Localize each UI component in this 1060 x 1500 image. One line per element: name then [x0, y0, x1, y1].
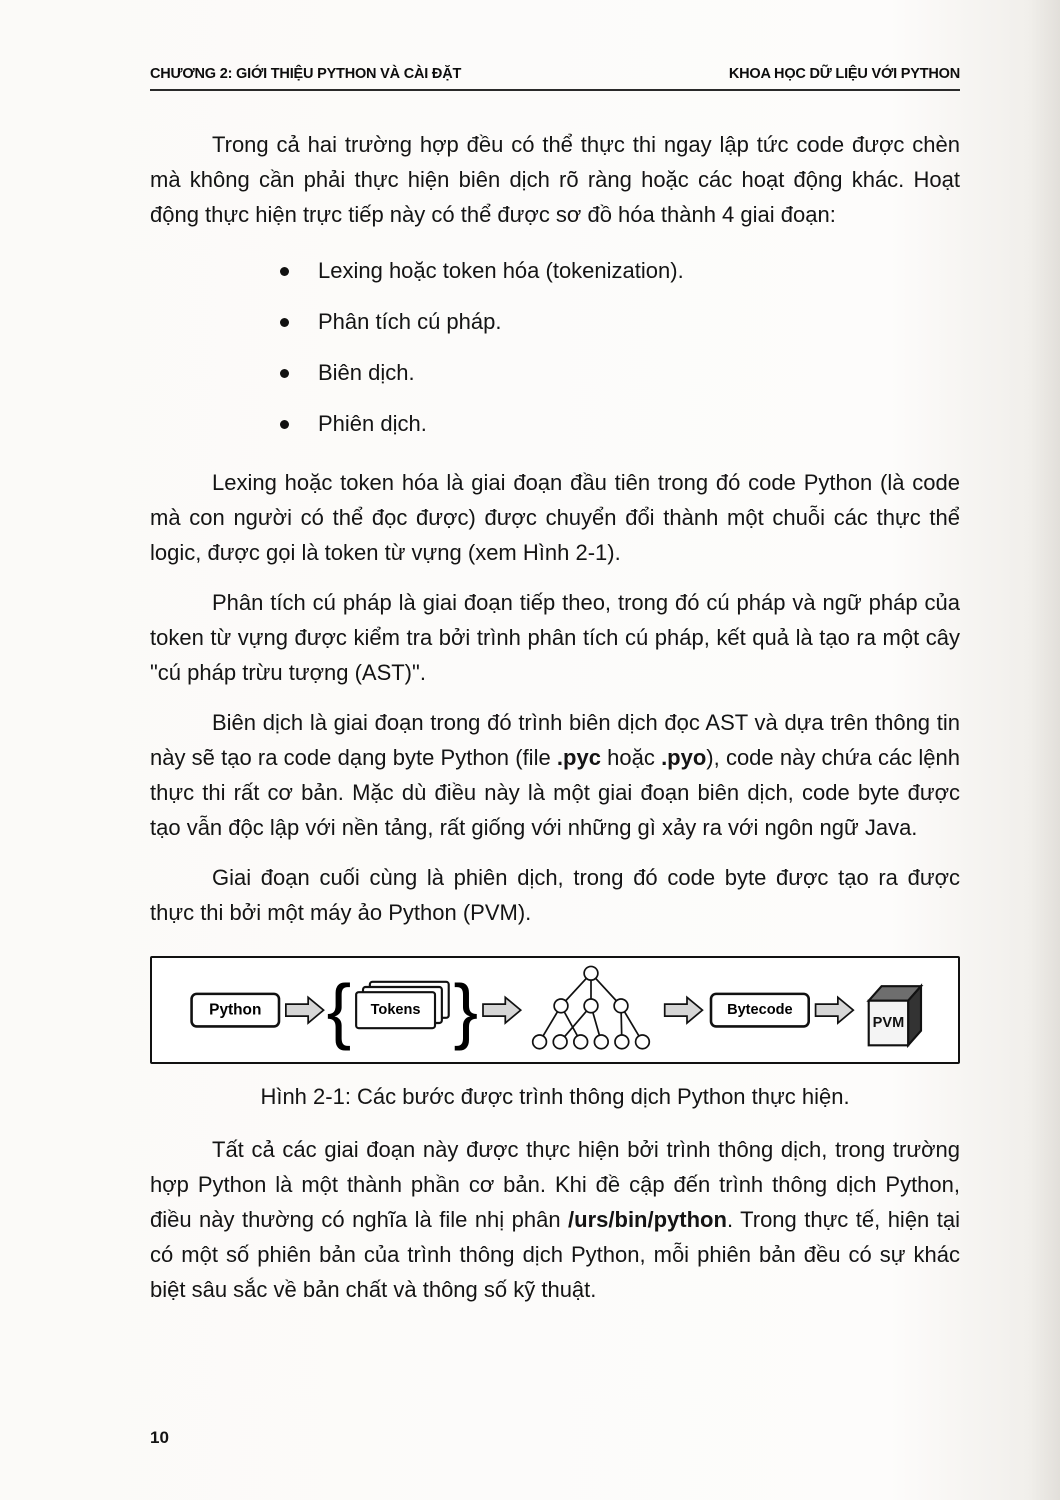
paragraph-interpreting: Giai đoạn cuối cùng là phiên dịch, trong đó code byte được tạo ra được thực thi bởi một máy ảo Python (PVM). [150, 865, 960, 925]
python-binary-path: /urs/bin/python [568, 1207, 727, 1232]
list-item [278, 305, 960, 339]
paragraph-lexing: Lexing hoặc token hóa là giai đoạn đầu tiên trong đó code Python (là code mà con người có thể đọc được) được chuyển đổi thành một chuỗi các thực thể logic, được gọi là token từ vựng (xem Hình 2-1). [150, 470, 960, 565]
bytecode-node [711, 994, 809, 1027]
list-item-label: Lexing hoặc token hóa (tokenization). [318, 258, 684, 283]
page-number: 10 [150, 1428, 169, 1447]
list-item [278, 407, 960, 441]
paragraph-interpreter [150, 1132, 960, 1307]
paragraph-parsing: Phân tích cú pháp là giai đoạn tiếp theo, trong đó cú pháp và ngữ pháp của token từ vựng được kiểm tra bởi trình phân tích cú pháp, kết quả là tạo ra một cây "cú pháp trừu tượng (AST)". [150, 590, 960, 685]
bullet-icon [280, 267, 289, 276]
stage-list [278, 254, 960, 441]
pvm-label: PVM [872, 1015, 905, 1031]
brace-close-glyph: } [453, 968, 479, 1052]
pvm-node [869, 986, 921, 1045]
paragraph-compiling-text: ), code này chứa các lệnh thực thi rất cơ bản. Mặc dù điều này là một giai đoạn biên dịch, code byte được tạo vẫn độc lập với nền tảng, rất giống với những gì xảy ra với ngôn ngữ Java. [150, 745, 960, 840]
list-item-label: Phân tích cú pháp. [318, 309, 502, 334]
figure-caption: Hình 2-1: Các bước được trình thông dịch Python thực hiện. [260, 1084, 850, 1109]
bytecode-label: Bytecode [727, 1002, 793, 1019]
flow-arrow-icon [483, 997, 521, 1023]
pyo-filename: .pyo [661, 745, 707, 770]
paragraph-compiling-text: Biên dịch là giai đoạn trong đó trình biên dịch đọc AST và dựa trên thông tin này sẽ tạo ra code dạng byte Python (file [150, 710, 960, 770]
paragraph-interpreter-text: Tất cả các giai đoạn này được thực hiện bởi trình thông dịch, trong trường hợp Python là một thành phần cơ bản. Khi đề cập đến trình thông dịch Python, điều này thường có nghĩa là file nhị phân [150, 1137, 960, 1232]
tokens-node [327, 969, 478, 1052]
list-item [278, 254, 960, 288]
ast-tree-node [533, 966, 650, 1048]
flow-arrow-icon [665, 997, 703, 1023]
paragraph-compiling [150, 705, 960, 845]
python-label: Python [209, 1001, 262, 1019]
flow-arrow-icon [816, 997, 854, 1023]
python-source-node [192, 994, 279, 1027]
list-item-label: Phiên dịch. [318, 411, 427, 436]
brace-open-glyph: { [326, 968, 352, 1052]
flow-arrow-icon [286, 997, 324, 1023]
paragraph-compiling-text: hoặc [600, 745, 662, 770]
tokens-label: Tokens [370, 1002, 421, 1019]
interpreter-pipeline-diagram [160, 963, 950, 1059]
bullet-icon [280, 420, 289, 429]
pyc-filename: .pyc [556, 745, 601, 770]
running-head-left: CHƯƠNG 2: GIỚI THIỆU PYTHON VÀ CÀI ĐẶT [150, 66, 462, 82]
figure-2-1 [150, 956, 960, 1064]
paragraph-interpreter-text: . Trong thực tế, hiện tại có một số phiên bản của trình thông dịch Python, mỗi phiên bản đều có sự khác biệt sâu sắc về bản chất và thông số kỹ thuật. [150, 1207, 960, 1302]
paragraph-intro: Trong cả hai trường hợp đều có thể thực thi ngay lập tức code được chèn mà không cần phải thực hiện biên dịch rõ ràng hoặc các hoạt động khác. Hoạt động thực hiện trực tiếp này có thể được sơ đồ hóa thành 4 giai đoạn: [150, 132, 960, 227]
running-head [150, 66, 960, 91]
bullet-icon [280, 369, 289, 378]
bullet-icon [280, 318, 289, 327]
list-item [278, 356, 960, 390]
list-item-label: Biên dịch. [318, 360, 415, 385]
running-head-right: KHOA HỌC DỮ LIỆU VỚI PYTHON [728, 66, 960, 82]
